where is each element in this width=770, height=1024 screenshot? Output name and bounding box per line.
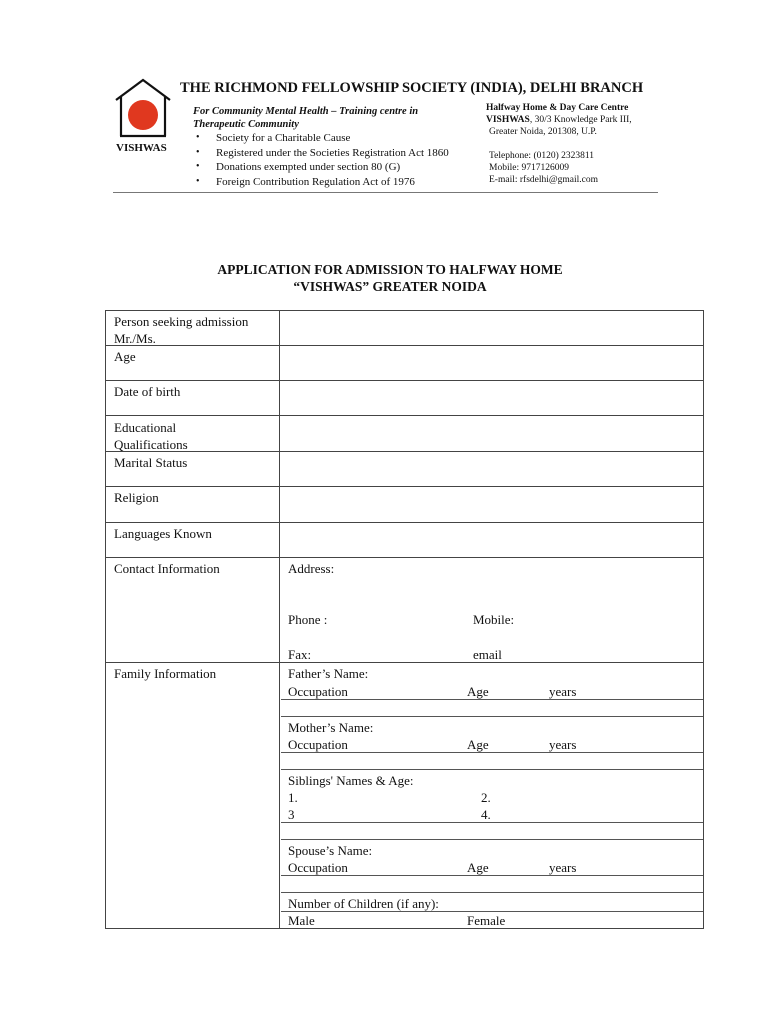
tagline: [193, 105, 418, 131]
contact-cell: [281, 558, 703, 662]
father-age-field[interactable]: Age: [467, 684, 489, 699]
label-cell: [106, 416, 280, 451]
divider: [281, 892, 703, 893]
divider: [281, 839, 703, 840]
logo-label: VISHWAS: [116, 142, 167, 154]
divider: [281, 769, 703, 770]
siblings-label: Siblings' Names & Age:: [288, 773, 414, 788]
dob-field[interactable]: [281, 381, 703, 415]
label-cell: [106, 558, 280, 662]
bullet-item: • Registered under the Societies Registration Act 1860: [193, 146, 449, 161]
person-label: Person seeking admission: [114, 314, 249, 329]
phone-field[interactable]: Phone :: [288, 612, 328, 627]
spouse-name-field[interactable]: Spouse’s Name:: [288, 843, 373, 858]
contact-label: Contact Information: [114, 561, 220, 576]
bullet-item: • Foreign Contribution Regulation Act of 1976: [193, 175, 449, 190]
label-cell: [106, 381, 280, 415]
education-field[interactable]: [281, 416, 703, 451]
qualifications-label: Qualifications: [114, 437, 188, 452]
centre-address: [486, 102, 632, 138]
header-divider: [113, 192, 658, 193]
address-line-1: , 30/3 Knowledge Park III,: [529, 115, 632, 125]
tagline-line-1: For Community Mental Health – Training centre in: [193, 106, 419, 117]
bullet-item: • Donations exempted under section 80 (G): [193, 160, 449, 175]
email: E-mail: rfsdelhi@gmail.com: [489, 175, 598, 185]
father-name-field[interactable]: Father’s Name:: [288, 666, 369, 681]
row-dob: [106, 380, 703, 415]
row-religion: [106, 486, 703, 522]
centre-name: Halfway Home & Day Care Centre: [486, 103, 629, 113]
person-name-field[interactable]: [281, 311, 703, 345]
family-label: Family Information: [114, 666, 217, 681]
mother-occupation-field[interactable]: Occupation: [288, 737, 348, 752]
languages-field[interactable]: [281, 523, 703, 557]
education-label: Educational: [114, 420, 177, 435]
admission-form-table: [105, 310, 704, 929]
centre-address-line-2: Greater Noida, 201308, U.P.: [489, 127, 597, 137]
father-occupation-field[interactable]: Occupation: [288, 684, 348, 699]
divider: [281, 752, 703, 753]
row-languages: [106, 522, 703, 557]
address-name: VISHWAS: [486, 115, 530, 125]
label-cell: [106, 523, 280, 557]
title-label: Mr./Ms.: [114, 331, 156, 346]
spouse-years-label: years: [549, 860, 577, 875]
male-children-field[interactable]: Male: [288, 913, 315, 928]
sibling-3-field[interactable]: 3: [288, 807, 295, 822]
marital-status-field[interactable]: [281, 452, 703, 486]
label-cell: [106, 311, 280, 345]
row-person: [106, 311, 703, 345]
mobile-field[interactable]: Mobile:: [473, 612, 515, 627]
fax-field[interactable]: Fax:: [288, 647, 312, 662]
languages-label: Languages Known: [114, 526, 212, 541]
tagline-line-2: Therapeutic Community: [193, 119, 299, 130]
row-family: [106, 662, 703, 928]
age-field[interactable]: [281, 346, 703, 380]
row-contact: [106, 557, 703, 662]
telephone: Telephone: (0120) 2323811: [489, 151, 595, 161]
label-cell: [106, 452, 280, 486]
mother-name-field[interactable]: Mother’s Name:: [288, 720, 374, 735]
centre-address-line-1: [486, 114, 632, 126]
religion-field[interactable]: [281, 487, 703, 522]
marital-label: Marital Status: [114, 455, 188, 470]
row-marital: [106, 451, 703, 486]
divider: [281, 875, 703, 876]
father-years-label: years: [549, 684, 577, 699]
divider: [281, 699, 703, 700]
email-field[interactable]: email: [473, 647, 502, 662]
divider: [281, 822, 703, 823]
registration-bullets: [193, 131, 449, 189]
spouse-occupation-field[interactable]: Occupation: [288, 860, 348, 875]
label-cell: [106, 346, 280, 380]
row-age: [106, 345, 703, 380]
row-education: [106, 415, 703, 451]
form-title: [105, 261, 675, 295]
label-cell: [106, 487, 280, 522]
organization-title: THE RICHMOND FELLOWSHIP SOCIETY (INDIA), DELHI BRANCH: [180, 80, 644, 96]
spouse-age-field[interactable]: Age: [467, 860, 489, 875]
sibling-4-field[interactable]: 4.: [481, 807, 491, 822]
sibling-2-field[interactable]: 2.: [481, 790, 491, 805]
family-cell: [281, 663, 703, 928]
mobile: Mobile: 9717126009: [489, 163, 569, 173]
label-cell: [106, 663, 280, 928]
dob-label: Date of birth: [114, 384, 181, 399]
age-label: Age: [114, 349, 136, 364]
divider: [281, 716, 703, 717]
form-title-line-1: APPLICATION FOR ADMISSION TO HALFWAY HOME: [217, 262, 563, 277]
mother-age-field[interactable]: Age: [467, 737, 489, 752]
house-logo-icon: [113, 78, 173, 140]
form-title-line-2: “VISHWAS” GREATER NOIDA: [293, 279, 487, 294]
bullet-item: • Society for a Charitable Cause: [193, 131, 449, 146]
children-label: Number of Children (if any):: [288, 896, 439, 911]
mother-years-label: years: [549, 737, 577, 752]
female-children-field[interactable]: Female: [467, 913, 506, 928]
address-field[interactable]: Address:: [288, 561, 335, 576]
religion-label: Religion: [114, 490, 159, 505]
logo: [113, 78, 173, 154]
centre-contact: [489, 150, 598, 186]
sibling-1-field[interactable]: 1.: [288, 790, 298, 805]
